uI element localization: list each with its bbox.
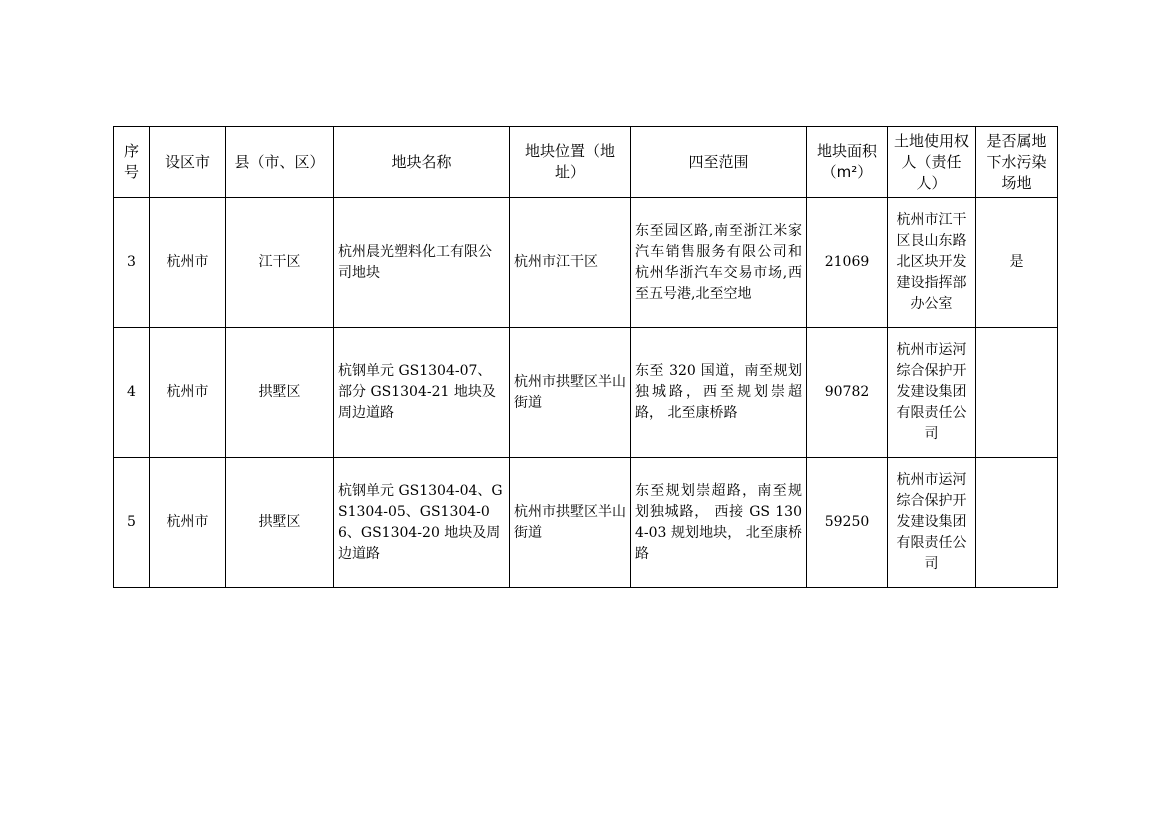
- cell-county: 拱墅区: [226, 328, 334, 458]
- cell-city: 杭州市: [150, 458, 226, 588]
- table-row: [114, 198, 1058, 328]
- cell-name: 杭钢单元 GS1304-07、部分 GS1304-21 地块及周边道路: [334, 328, 510, 458]
- cell-boundary: 东至 320 国道，南至规划独城路，西至规划崇超路， 北至康桥路: [631, 328, 807, 458]
- header-boundary: 四至范围: [631, 127, 807, 198]
- cell-name: 杭钢单元 GS1304-04、GS1304-05、GS1304-06、GS1304-20 地块及周边道路: [334, 458, 510, 588]
- cell-owner: 杭州市运河综合保护开发建设集团有限责任公司: [888, 328, 976, 458]
- header-location: 地块位置（地址）: [510, 127, 631, 198]
- cell-polluted: [976, 458, 1058, 588]
- header-county: 县（市、区）: [226, 127, 334, 198]
- cell-polluted: [976, 328, 1058, 458]
- cell-city: 杭州市: [150, 328, 226, 458]
- cell-boundary: 东至规划崇超路，南至规划独城路， 西接 GS 1304-03 规划地块， 北至康桥路: [631, 458, 807, 588]
- cell-location: 杭州市拱墅区半山街道: [510, 458, 631, 588]
- header-city: 设区市: [150, 127, 226, 198]
- cell-county: 拱墅区: [226, 458, 334, 588]
- cell-polluted: 是: [976, 198, 1058, 328]
- header-polluted: 是否属地下水污染场地: [976, 127, 1058, 198]
- cell-location: 杭州市拱墅区半山街道: [510, 328, 631, 458]
- cell-name: 杭州晨光塑料化工有限公司地块: [334, 198, 510, 328]
- land-parcel-table: [113, 126, 1058, 588]
- header-name: 地块名称: [334, 127, 510, 198]
- cell-area: 90782: [807, 328, 888, 458]
- header-area: 地块面积（m²）: [807, 127, 888, 198]
- cell-no: 4: [114, 328, 150, 458]
- cell-owner: 杭州市江干区艮山东路北区块开发建设指挥部办公室: [888, 198, 976, 328]
- cell-no: 3: [114, 198, 150, 328]
- header-row: [114, 127, 1058, 198]
- cell-county: 江干区: [226, 198, 334, 328]
- cell-boundary: 东至园区路,南至浙江米家汽车销售服务有限公司和杭州华浙汽车交易市场,西至五号港,北至空地: [631, 198, 807, 328]
- cell-area: 21069: [807, 198, 888, 328]
- header-no: 序号: [114, 127, 150, 198]
- cell-location: 杭州市江干区: [510, 198, 631, 328]
- table-row: [114, 328, 1058, 458]
- cell-owner: 杭州市运河综合保护开发建设集团有限责任公司: [888, 458, 976, 588]
- cell-city: 杭州市: [150, 198, 226, 328]
- table-row: [114, 458, 1058, 588]
- cell-area: 59250: [807, 458, 888, 588]
- cell-no: 5: [114, 458, 150, 588]
- header-owner: 土地使用权人（责任人）: [888, 127, 976, 198]
